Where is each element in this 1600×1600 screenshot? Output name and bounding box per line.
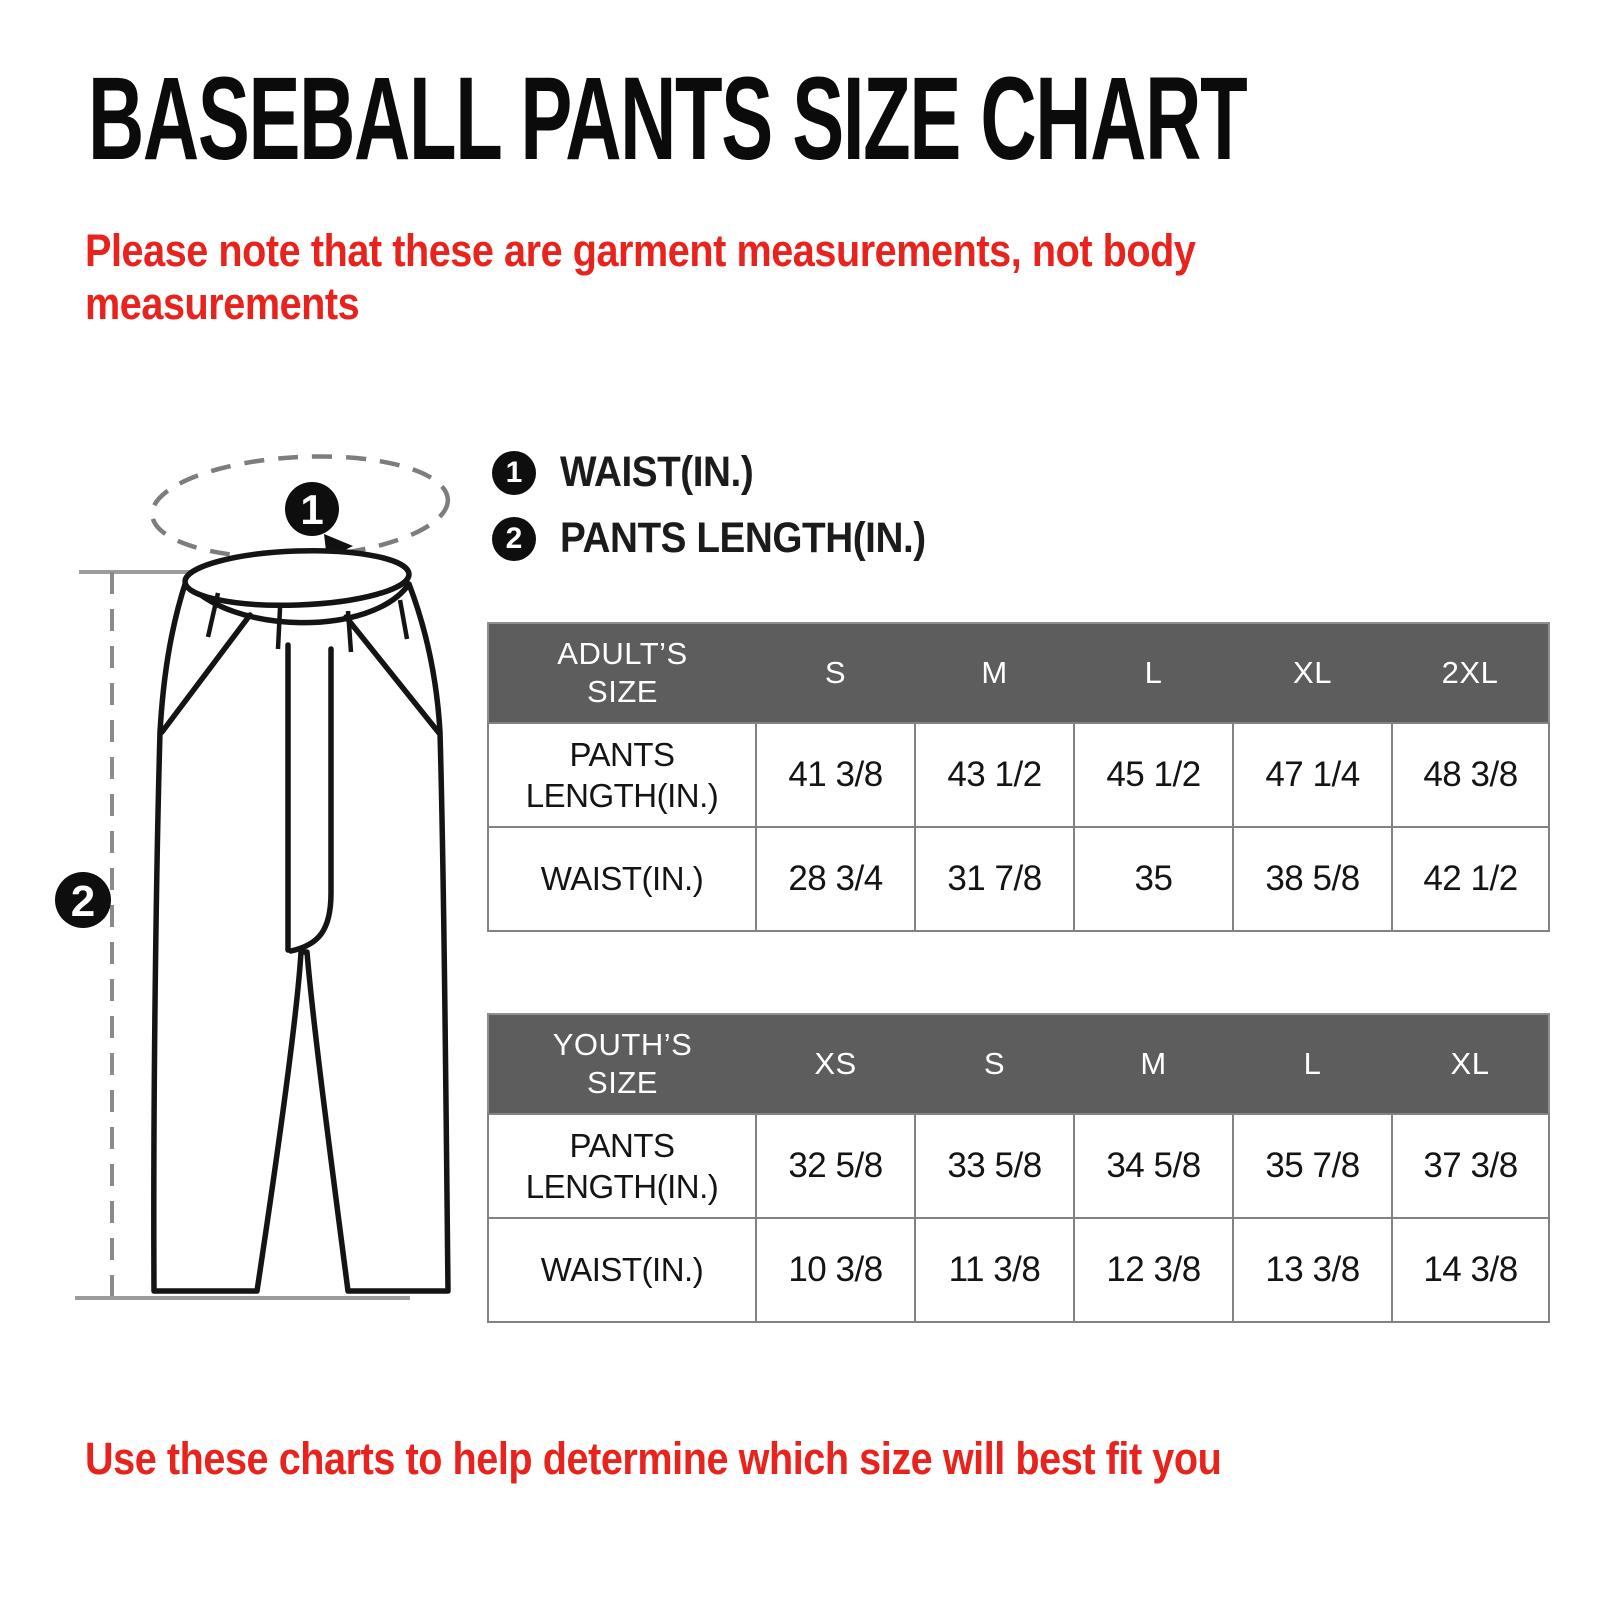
pants-measurement-diagram [50, 445, 470, 1315]
youth-waist-m: 12 3/8 [1074, 1218, 1233, 1322]
length-badge-number: 2 [70, 877, 96, 926]
adult-pants-length-s: 41 3/8 [756, 723, 915, 827]
youth-corner-label: YOUTH’S SIZE [552, 1027, 693, 1100]
youth-corner-header [488, 1014, 756, 1114]
youth-pants-length-l: 35 7/8 [1233, 1114, 1392, 1218]
garment-measurement-note-text: Please note that these are garment measurements, not body measurements [85, 225, 1196, 330]
adult-waist-2xl: 42 1/2 [1392, 827, 1549, 931]
legend-item-waist [492, 448, 966, 497]
adult-corner-label: ADULT’S SIZE [557, 636, 688, 709]
youth-waist-xl: 14 3/8 [1392, 1218, 1549, 1322]
footer-note [85, 1432, 1376, 1485]
adult-col-l: L [1074, 623, 1233, 723]
youth-waist-l: 13 3/8 [1233, 1218, 1392, 1322]
adult-waist-l: 35 [1074, 827, 1233, 931]
adult-pants-length-row [488, 723, 1549, 827]
adult-col-xl: XL [1233, 623, 1392, 723]
youth-col-s: S [915, 1014, 1074, 1114]
adult-col-m: M [915, 623, 1074, 723]
footer-note-text: Use these charts to help determine which size will best fit you [85, 1433, 1222, 1484]
adult-pants-length-xl: 47 1/4 [1233, 723, 1392, 827]
adult-pants-length-l: 45 1/2 [1074, 723, 1233, 827]
adult-waist-m: 31 7/8 [915, 827, 1074, 931]
adult-header-row [488, 623, 1549, 723]
adult-waist-row [488, 827, 1549, 931]
youth-col-m: M [1074, 1014, 1233, 1114]
legend-item-pants-length [492, 514, 966, 563]
waist-badge-number: 1 [300, 486, 324, 533]
youth-pants-length-m: 34 5/8 [1074, 1114, 1233, 1218]
youth-col-xs: XS [756, 1014, 915, 1114]
legend-badge-1: 1 [492, 451, 536, 495]
garment-measurement-note [85, 224, 1555, 330]
legend-label-pants-length: PANTS LENGTH(IN.) [560, 514, 926, 562]
legend-badge-2: 2 [492, 517, 536, 561]
youth-pants-length-xl: 37 3/8 [1392, 1114, 1549, 1218]
adult-col-s: S [756, 623, 915, 723]
youth-waist-label: WAIST(IN.) [488, 1218, 756, 1322]
adult-col-2xl: 2XL [1392, 623, 1549, 723]
youth-pants-length-s: 33 5/8 [915, 1114, 1074, 1218]
pants-diagram-svg [50, 445, 470, 1315]
adult-corner-header [488, 623, 756, 723]
adult-pants-length-label: PANTS LENGTH(IN.) [488, 723, 756, 827]
adult-waist-xl: 38 5/8 [1233, 827, 1392, 931]
page-title [88, 53, 1600, 185]
youth-pants-length-row [488, 1114, 1549, 1218]
page-title-text: BASEBALL PANTS SIZE CHART [88, 53, 1247, 185]
youth-waist-row [488, 1218, 1549, 1322]
measurement-legend [492, 448, 966, 563]
adult-pants-length-2xl: 48 3/8 [1392, 723, 1549, 827]
adult-pants-length-m: 43 1/2 [915, 723, 1074, 827]
adult-waist-label: WAIST(IN.) [488, 827, 756, 931]
youth-waist-s: 11 3/8 [915, 1218, 1074, 1322]
adult-waist-s: 28 3/4 [756, 827, 915, 931]
youth-col-l: L [1233, 1014, 1392, 1114]
youth-size-table [487, 1013, 1550, 1323]
youth-waist-xs: 10 3/8 [756, 1218, 915, 1322]
youth-header-row [488, 1014, 1549, 1114]
adult-size-table [487, 622, 1550, 932]
youth-pants-length-label: PANTS LENGTH(IN.) [488, 1114, 756, 1218]
legend-label-waist: WAIST(IN.) [560, 448, 754, 496]
youth-col-xl: XL [1392, 1014, 1549, 1114]
youth-pants-length-xs: 32 5/8 [756, 1114, 915, 1218]
